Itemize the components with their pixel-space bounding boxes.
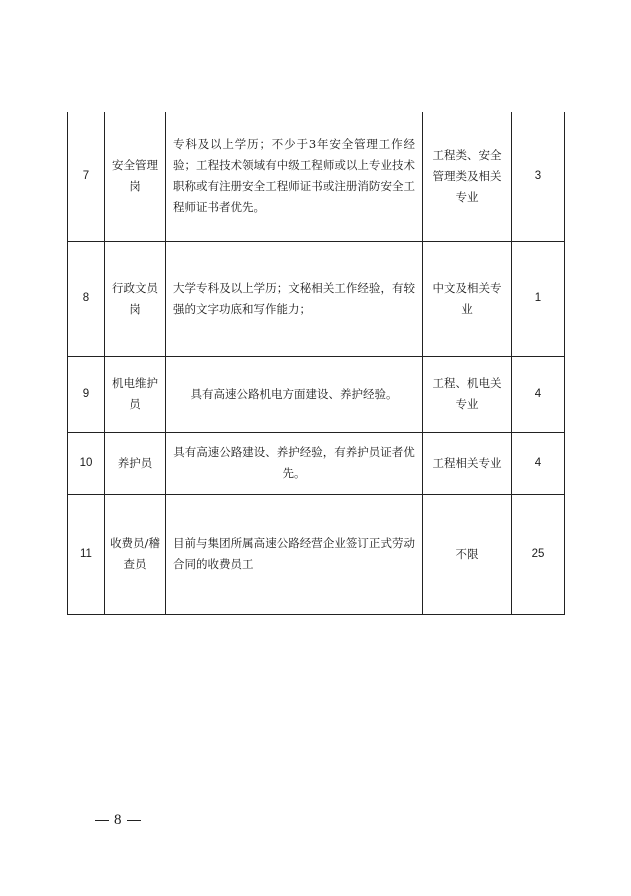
major: 工程相关专业 [423, 432, 512, 494]
post-name: 行政文员岗 [105, 241, 166, 356]
table-row [68, 112, 565, 241]
post-name: 养护员 [105, 432, 166, 494]
requirement: 具有高速公路机电方面建设、养护经验。 [166, 356, 423, 432]
page-dash-left [95, 820, 109, 822]
post-name: 安全管理岗 [105, 112, 166, 241]
requirement: 目前与集团所属高速公路经营企业签订正式劳动合同的收费员工 [166, 494, 423, 614]
requirement: 具有高速公路建设、养护经验，有养护员证者优先。 [166, 432, 423, 494]
table-row [68, 356, 565, 432]
page-number-text: 8 [114, 812, 122, 828]
table-row [68, 241, 565, 356]
table-row [68, 494, 565, 614]
post-name: 收费员/稽查员 [105, 494, 166, 614]
headcount: 25 [512, 494, 565, 614]
table-row [68, 432, 565, 494]
row-number: 7 [68, 112, 105, 241]
major: 不限 [423, 494, 512, 614]
major: 中文及相关专业 [423, 241, 512, 356]
major: 工程类、安全管理类及相关专业 [423, 112, 512, 241]
headcount: 4 [512, 356, 565, 432]
page-number [95, 812, 151, 829]
headcount: 3 [512, 112, 565, 241]
headcount: 1 [512, 241, 565, 356]
row-number: 11 [68, 494, 105, 614]
recruitment-table [67, 112, 565, 615]
row-number: 8 [68, 241, 105, 356]
headcount: 4 [512, 432, 565, 494]
page-dash-right [127, 820, 141, 822]
post-name: 机电维护员 [105, 356, 166, 432]
requirement: 专科及以上学历；不少于3年安全管理工作经验；工程技术领域有中级工程师或以上专业技术职称或有注册安全工程师证书或注册消防安全工程师证书者优先。 [166, 112, 423, 241]
requirement: 大学专科及以上学历；文秘相关工作经验，有较强的文字功底和写作能力； [166, 241, 423, 356]
row-number: 9 [68, 356, 105, 432]
major: 工程、机电关专业 [423, 356, 512, 432]
row-number: 10 [68, 432, 105, 494]
